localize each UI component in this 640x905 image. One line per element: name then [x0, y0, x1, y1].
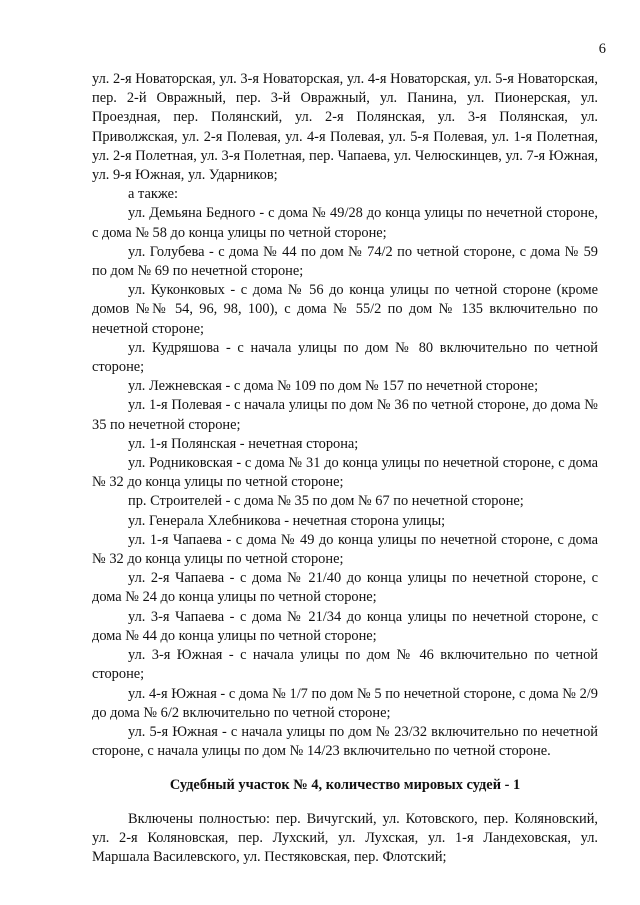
paragraph: ул. 3-я Чапаева - с дома № 21/34 до конца улицы по нечетной стороне, с дома № 44 до конца улицы по четной стороне; [92, 608, 598, 644]
paragraph: ул. 2-я Чапаева - с дома № 21/40 до конца улицы по нечетной стороне, с дома № 24 до конца улицы по четной стороне; [92, 570, 598, 606]
paragraph: а также: [128, 186, 178, 203]
paragraph: ул. Демьяна Бедного - с дома № 49/28 до конца улицы по нечетной стороне, с дома № 58 до конца улицы по четной стороне; [92, 205, 598, 241]
paragraph: ул. 1-я Полянская - нечетная сторона; [128, 435, 359, 452]
paragraph: ул. 1-я Полевая - с начала улицы по дом № 36 по четной стороне, до дома № 35 по нечетной стороне; [92, 397, 598, 433]
paragraph: Включены полностью: пер. Вичугский, ул. Котовского, пер. Коляновский, ул. 2-я Коляновская, пер. Лухский, ул. Лухская, ул. 1-я Ландеховская, ул. Маршала Василевского, ул. Пестяковская, пер. Флотский; [92, 810, 598, 865]
paragraph: ул. 3-я Южная - с начала улицы по дом № 46 включительно по четной стороне; [92, 647, 598, 683]
page-number: 6 [598, 41, 606, 57]
paragraph: ул. Лежневская - с дома № 109 по дом № 157 по нечетной стороне; [128, 378, 539, 395]
paragraph: ул. 4-я Южная - с дома № 1/7 по дом № 5 по нечетной стороне, с дома № 2/9 до дома № 6/2 включительно по четной стороне; [92, 685, 598, 721]
paragraph: ул. Кудряшова - с начала улицы по дом № 80 включительно по четной стороне; [92, 339, 598, 376]
paragraph: ул. Генерала Хлебникова - нечетная сторона улицы; [128, 512, 446, 529]
paragraph: ул. 5-я Южная - с начала улицы по дом № 23/32 включительно по нечетной стороне, с начала улицы по дом № 14/23 включительно по четной стороне. [92, 723, 598, 760]
document-body [92, 70, 598, 867]
paragraph: ул. 2-я Новаторская, ул. 3-я Новаторская, ул. 4-я Новаторская, ул. 5-я Новаторская, пер. 2-й Овражный, пер. 3-й Овражный, ул. Панина, ул. Пионерская, ул. Проездная, пер. Полянский, ул. 2-я Полянская, ул. 3-я Полянская, ул. Приволжская, ул. 2-я Полевая, ул. 4-я Полевая, ул. 5-я Полевая, ул. 1-я Полетная, ул. 2-я Полетная, ул. 3-я Полетная, пер. Чапаева, ул. Челюскинцев, ул. 7-я Южная, ул. 9-я Южная, ул. Ударников; [92, 71, 598, 184]
paragraph: ул. Куконковых - с дома № 56 до конца улицы по четной стороне (кроме домов №№ 54, 96, 98, 100), с дома № 55/2 по дом № 135 включительно по нечетной стороне; [92, 282, 598, 337]
paragraph: ул. Родниковская - с дома № 31 до конца улицы по нечетной стороне, с дома № 32 до конца улицы по четной стороне; [92, 455, 598, 491]
paragraph: ул. 1-я Чапаева - с дома № 49 до конца улицы по нечетной стороне, с дома № 32 до конца улицы по четной стороне; [92, 531, 598, 568]
section-heading: Судебный участок № 4, количество мировых судей - 1 [169, 777, 521, 794]
paragraph: ул. Голубева - с дома № 44 по дом № 74/2 по четной стороне, с дома № 59 по дом № 69 по нечетной стороне; [92, 243, 598, 280]
paragraph: пр. Строителей - с дома № 35 по дом № 67 по нечетной стороне; [128, 493, 524, 510]
